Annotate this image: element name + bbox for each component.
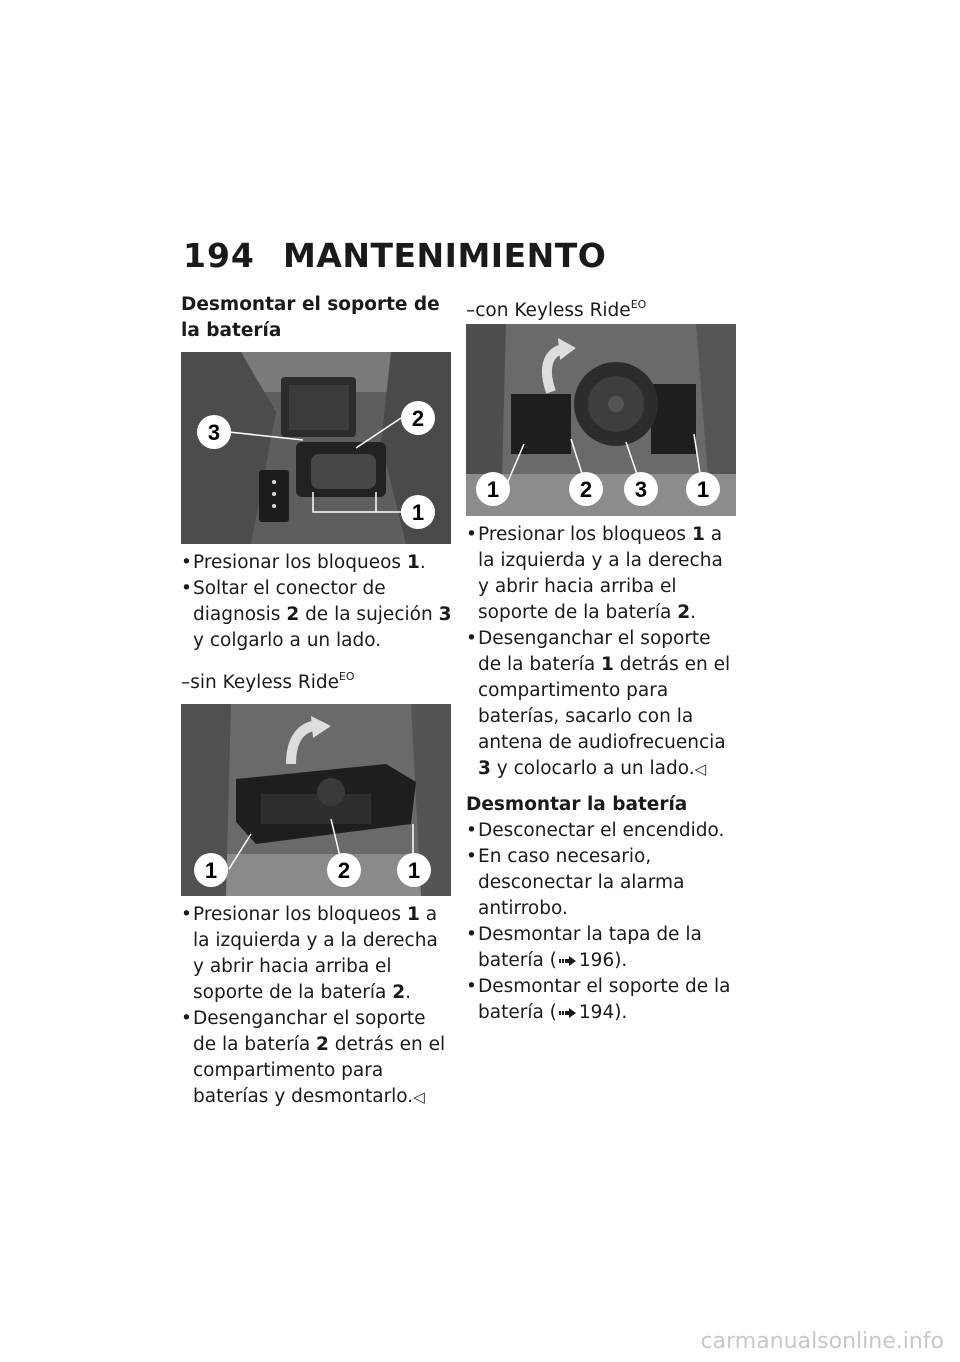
steps-list-3 [466, 522, 738, 782]
page-number: 194 [183, 236, 255, 275]
callout-1-left [476, 472, 510, 506]
right-column [466, 292, 738, 1026]
variant-with-keyless: –con Keyless Ride$^{EO}$ [466, 298, 647, 321]
list-item: • Desenganchar el soporte de la batería 2 detrás en el compartimento para baterías y desmontarlo.◁ [181, 1006, 453, 1110]
section-title-remove-battery: Desmontar la batería [466, 794, 688, 815]
callout-1-right [686, 472, 720, 506]
svg-text:1: 1 [696, 477, 710, 502]
figure-holder-without-keyless [181, 704, 451, 896]
svg-text:1: 1 [486, 477, 500, 502]
steps-list-4 [466, 818, 738, 1026]
variant-without-keyless: –sin Keyless Ride$^{EO}$ [181, 670, 355, 693]
svg-text:2: 2 [337, 858, 351, 883]
callout-1-right [397, 853, 431, 887]
list-item: • Presionar los bloqueos 1. [181, 550, 453, 576]
steps-list-2 [181, 902, 453, 1110]
list-item: • En caso necesario, desconectar la alarma antirrobo. [466, 844, 738, 922]
page-ref[interactable]: 196 [578, 950, 615, 971]
watermark: carmanualsonline.info [700, 1329, 944, 1354]
svg-text:2: 2 [411, 406, 425, 431]
list-item: • Soltar el conector de diagnosis 2 de la sujeción 3 y colgarlo a un lado. [181, 576, 453, 654]
svg-text:2: 2 [579, 477, 593, 502]
list-item[interactable]: • Desmontar el soporte de la batería ( 194). [466, 974, 738, 1026]
callout-3 [197, 415, 231, 449]
list-item[interactable]: • Desmontar la tapa de la batería ( 196). [466, 922, 738, 974]
callout-2 [569, 472, 603, 506]
list-item: • Desconectar el encendido. [466, 818, 738, 844]
figure-holder-with-keyless [466, 324, 736, 516]
list-item: • Desenganchar el soporte de la batería 1 detrás en el compartimento para baterías, sacarlo con la antena de audiofrecuencia 3 y colocarlo a un lado.◁ [466, 626, 738, 782]
end-mark: ◁ [694, 760, 707, 778]
page-ref[interactable]: 194 [578, 1002, 615, 1023]
callout-3 [624, 472, 658, 506]
svg-text:3: 3 [207, 420, 221, 445]
page-header [183, 236, 606, 280]
left-column [181, 292, 453, 1110]
page-ref-arrow-icon [559, 1007, 577, 1019]
page-ref-arrow-icon [559, 955, 577, 967]
steps-list-1 [181, 550, 453, 654]
svg-text:1: 1 [204, 858, 218, 883]
callout-1-left [194, 853, 228, 887]
list-item: • Presionar los bloqueos 1 a la izquierda y a la derecha y abrir hacia arriba el soporte de la batería 2. [466, 522, 738, 626]
section-title-remove-holder: Desmontar el soporte de la batería [181, 294, 440, 341]
callout-1 [401, 495, 435, 529]
figure-diagnosis-connector [181, 352, 451, 544]
end-mark: ◁ [413, 1088, 425, 1106]
callout-2 [327, 853, 361, 887]
callout-2 [401, 401, 435, 435]
svg-text:3: 3 [634, 477, 648, 502]
chapter-title: MANTENIMIENTO [283, 236, 607, 275]
svg-text:1: 1 [407, 858, 421, 883]
list-item: • Presionar los bloqueos 1 a la izquierda y a la derecha y abrir hacia arriba el soporte de la batería 2. [181, 902, 453, 1006]
svg-text:1: 1 [411, 500, 425, 525]
